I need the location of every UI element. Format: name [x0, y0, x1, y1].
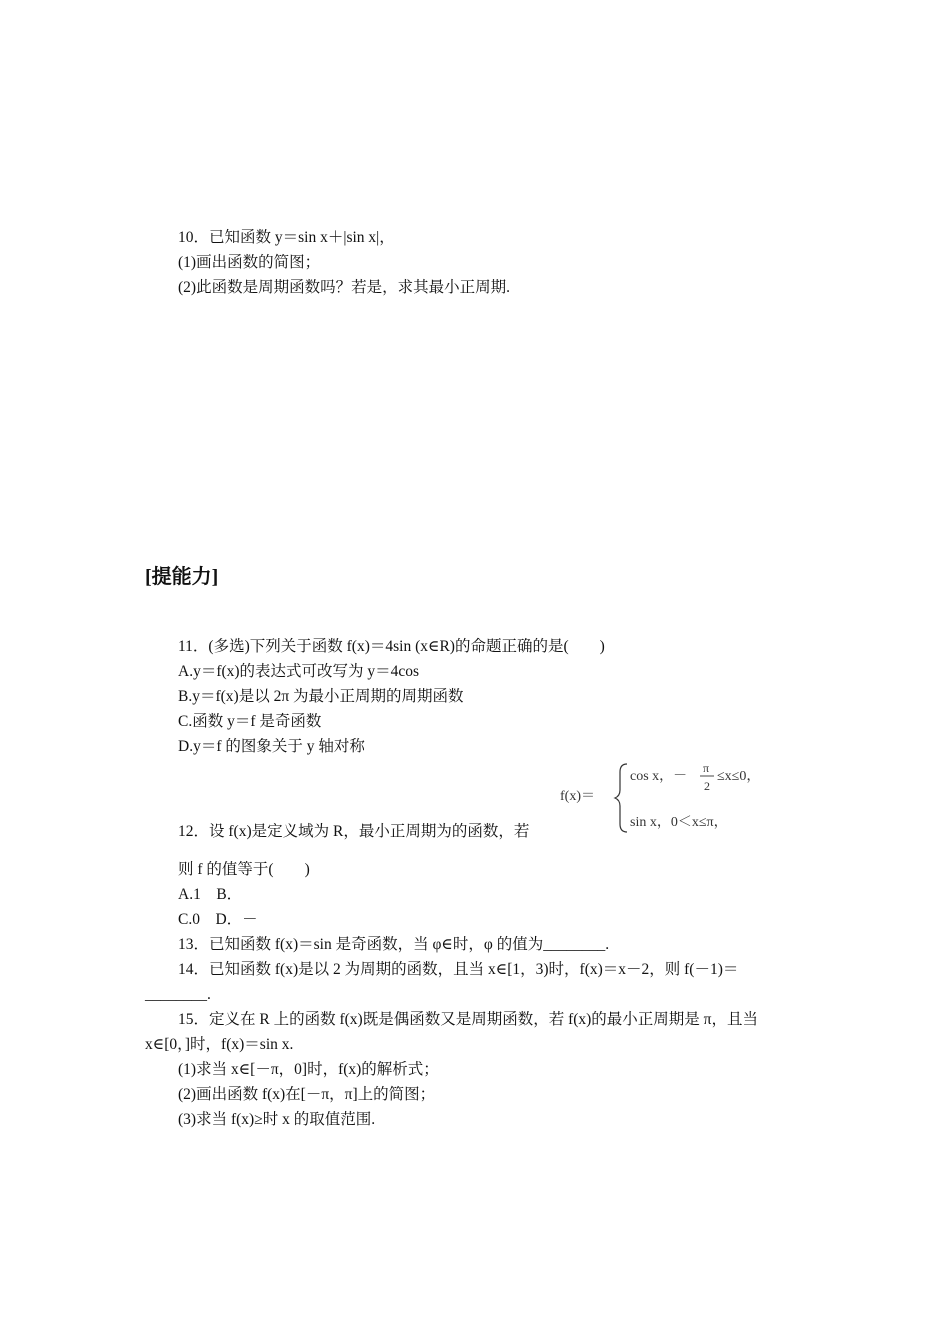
q15-part2: (2)画出函数 f(x)在[－π，π]上的简图； — [178, 1086, 436, 1103]
formula-case1: cos x，－ — [630, 769, 688, 784]
formula-case2: sin x，0＜x≤π， — [630, 815, 728, 830]
formula-pi: π — [703, 761, 710, 775]
section-title: [提能力] — [145, 566, 219, 588]
q11-option-c: C.函数 y＝f 是奇函数 — [178, 713, 322, 730]
q15-stem-2: x∈[0，]时，f(x)＝sin x. — [145, 1036, 294, 1053]
q11-option-b: B.y＝f(x)是以 2π 为最小正周期的周期函数 — [178, 688, 464, 705]
q14-blank: ________. — [145, 986, 211, 1003]
q15-stem: 15．定义在 R 上的函数 f(x)既是偶函数又是周期函数，若 f(x)的最小正周期是 π，且当 — [178, 1011, 759, 1028]
q11-option-d: D.y＝f 的图象关于 y 轴对称 — [178, 738, 365, 755]
q12-options-cd: C.0 D．－ — [178, 911, 258, 928]
piecewise-formula — [560, 758, 800, 838]
q12-stem-2: 则 f 的值等于( ) — [178, 861, 310, 878]
q15-part3: (3)求当 f(x)≥时 x 的取值范围. — [178, 1111, 376, 1128]
formula-lhs: f(x)＝ — [560, 789, 595, 804]
q11-option-a: A.y＝f(x)的表达式可改写为 y＝4cos — [178, 663, 420, 680]
q10-stem: 10．已知函数 y＝sin x＋|sin x|， — [178, 229, 395, 246]
formula-case1-tail: ≤x≤0， — [717, 769, 761, 784]
q15-part1: (1)求当 x∈[－π，0]时，f(x)的解析式； — [178, 1061, 439, 1078]
q13-stem: 13．已知函数 f(x)＝sin 是奇函数，当 φ∈时，φ 的值为________. — [178, 936, 610, 953]
formula-brace — [615, 764, 627, 832]
formula-two: 2 — [704, 779, 710, 793]
q14-stem: 14．已知函数 f(x)是以 2 为周期的函数，且当 x∈[1，3)时，f(x)＝x－2，则 f(－1)＝ — [178, 961, 739, 978]
q11-stem: 11．(多选)下列关于函数 f(x)＝4sin (x∈R)的命题正确的是( ) — [178, 638, 605, 655]
q12-options-ab: A.1 B． — [178, 886, 243, 903]
q12-stem: 12．设 f(x)是定义域为 R，最小正周期为的函数，若 — [178, 823, 530, 840]
q10-part1: (1)画出函数的简图； — [178, 254, 321, 271]
q10-part2: (2)此函数是周期函数吗？若是，求其最小正周期. — [178, 279, 510, 296]
